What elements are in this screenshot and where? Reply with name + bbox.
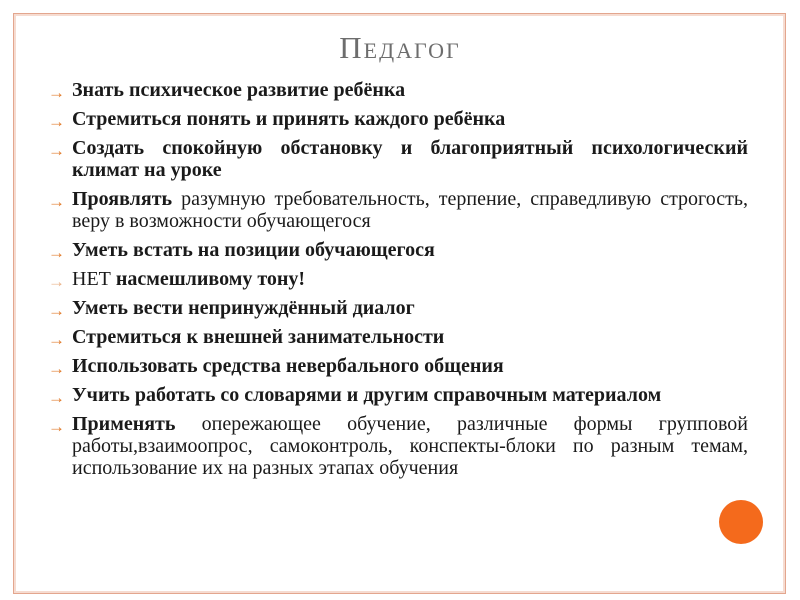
- bullet-bold-text: Уметь встать на позиции обучающегося: [72, 239, 435, 261]
- bullet-item: [48, 384, 748, 406]
- bullet-item: [48, 239, 748, 261]
- bullet-bold-text: Стремиться к внешней занимательности: [72, 326, 445, 348]
- bullet-bold-text: Стремиться понять и принять каждого ребёнка: [72, 108, 506, 130]
- bullet-item: [48, 137, 748, 181]
- bullet-item: [48, 413, 748, 479]
- bullet-item: [48, 268, 748, 290]
- bullet-bold-text: Проявлять: [72, 188, 173, 210]
- bullet-item: [48, 297, 748, 319]
- bullet-text: опережающее обучение, различные формы групповой работы,взаимоопрос, самоконтроль, конспекты-блоки по разным темам, использование их на разных этапах обучения: [72, 413, 748, 479]
- bullet-icon: →: [48, 301, 65, 320]
- bullet-hollow-icon: →: [48, 272, 65, 291]
- bullet-icon: →: [48, 243, 65, 262]
- bullet-item: [48, 108, 748, 130]
- bullet-bold-text: Знать психическое развитие ребёнка: [72, 79, 406, 101]
- slide-title: Педагог: [339, 30, 461, 65]
- bullet-bold-text: Уметь вести непринуждённый диалог: [72, 297, 415, 319]
- bullet-bold-text: Учить работать со словарями и другим справочным материалом: [72, 384, 662, 406]
- bullet-icon: →: [48, 417, 65, 436]
- bullet-icon: →: [48, 192, 65, 211]
- bullet-bold-text: Применять: [72, 413, 176, 435]
- bullet-icon: →: [48, 112, 65, 131]
- accent-circle: [719, 500, 763, 544]
- bullet-icon: →: [48, 388, 65, 407]
- bullet-list: [48, 79, 748, 486]
- bullet-text: разумную требовательность, терпение, справедливую строгость, веру в возможности обучающегося: [72, 188, 748, 232]
- bullet-icon: →: [48, 330, 65, 349]
- bullet-bold-text: насмешливому тону!: [115, 268, 306, 290]
- bullet-item: [48, 188, 748, 232]
- bullet-prefix-text: НЕТ: [72, 268, 116, 290]
- bullet-item: [48, 79, 748, 101]
- bullet-bold-text: Создать спокойную обстановку и благоприятный психологический климат на уроке: [72, 137, 748, 181]
- bullet-icon: →: [48, 141, 65, 160]
- bullet-icon: →: [48, 359, 65, 378]
- bullet-item: [48, 326, 748, 348]
- bullet-item: [48, 355, 748, 377]
- bullet-icon: →: [48, 83, 65, 102]
- bullet-bold-text: Использовать средства невербального общения: [72, 355, 504, 377]
